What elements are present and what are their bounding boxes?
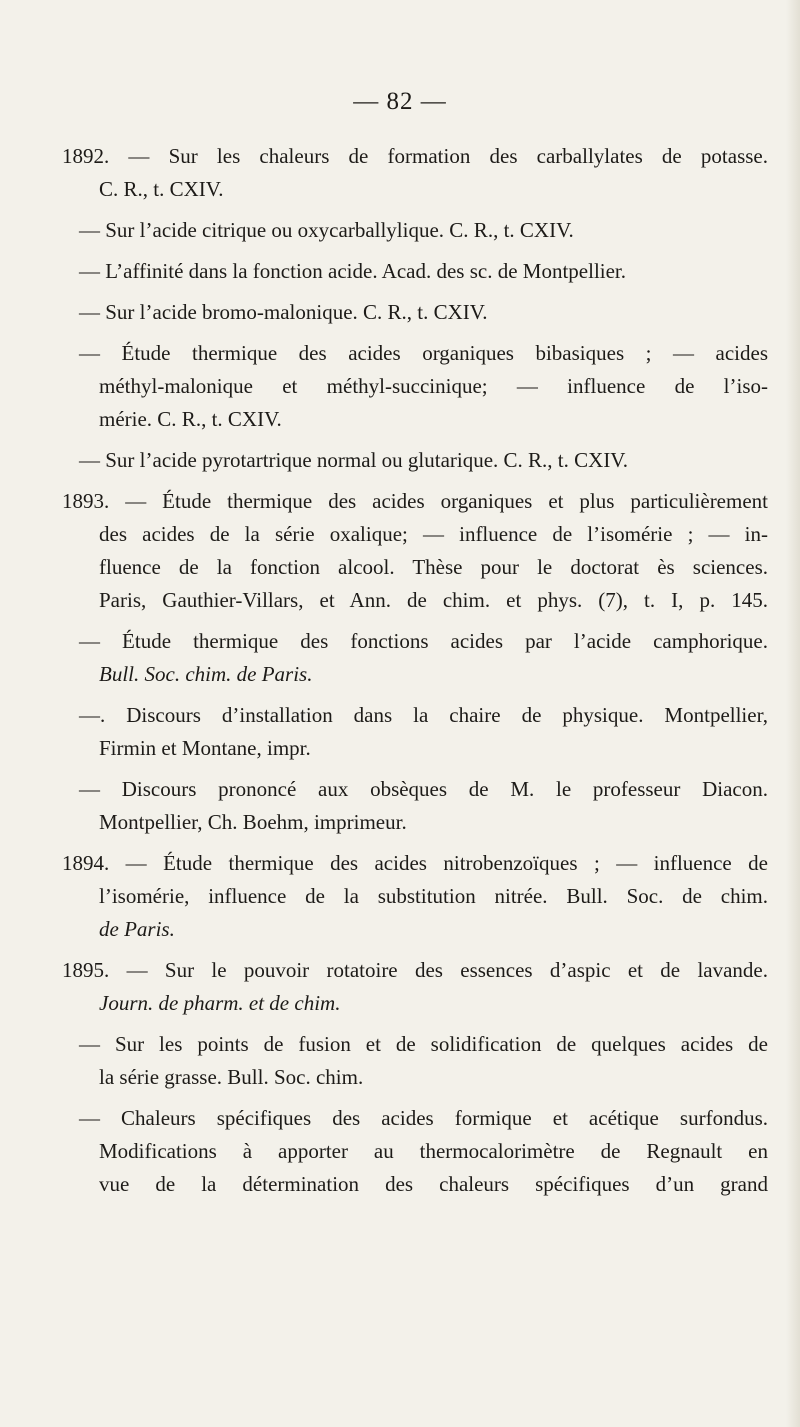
- text-line: la série grasse. Bull. Soc. chim.: [99, 1065, 364, 1089]
- page-edge-shadow: [786, 0, 800, 1427]
- text-line: C. R., t. CXIV.: [99, 177, 224, 201]
- list-item: [62, 847, 768, 946]
- text-line: — Sur l’acide pyrotartrique normal ou glutarique. C. R., t. CXIV.: [79, 448, 629, 472]
- text-line: Firmin et Montane, impr.: [99, 736, 311, 760]
- list-item: [62, 699, 768, 765]
- list-item: [62, 140, 768, 206]
- list-item: [62, 1102, 768, 1201]
- text-line: — Étude thermique des fonctions acides par l’acide camphorique.: [79, 629, 768, 653]
- text-line: — Chaleurs spécifiques des acides formique et acétique surfondus.: [79, 1106, 768, 1130]
- list-item: [62, 485, 768, 617]
- list-item: [62, 954, 768, 1020]
- text-line: l’isomérie, influence de la substitution nitrée. Bull. Soc. de chim.: [99, 884, 768, 908]
- text-line: —. Discours d’installation dans la chaire de physique. Montpellier,: [79, 703, 768, 727]
- text-line: Modifications à apporter au thermocalorimètre de Regnault en: [99, 1139, 768, 1163]
- text-line: — Sur l’acide bromo-malonique. C. R., t. CXIV.: [79, 300, 488, 324]
- text-line: de Paris.: [99, 917, 175, 941]
- list-item: [62, 214, 768, 247]
- text-line: des acides de la série oxalique; — influence de l’isomérie ; — in-: [99, 522, 768, 546]
- text-line: Montpellier, Ch. Boehm, imprimeur.: [99, 810, 407, 834]
- text-line: 1892. — Sur les chaleurs de formation des carballylates de potasse.: [62, 144, 768, 168]
- list-item: [62, 1028, 768, 1094]
- list-item: [62, 773, 768, 839]
- page-number: — 82 —: [353, 88, 447, 115]
- text-line: 1895. — Sur le pouvoir rotatoire des essences d’aspic et de lavande.: [62, 958, 768, 982]
- list-item: [62, 296, 768, 329]
- list-item: [62, 444, 768, 477]
- text-line: — Discours prononcé aux obsèques de M. le professeur Diacon.: [79, 777, 768, 801]
- text-line: fluence de la fonction alcool. Thèse pour le doctorat ès sciences.: [99, 555, 768, 579]
- text-line: 1894. — Étude thermique des acides nitrobenzoïques ; — influence de: [62, 851, 768, 875]
- text-line: méthyl-malonique et méthyl-succinique; — influence de l’iso-: [99, 374, 768, 398]
- text-line: — L’affinité dans la fonction acide. Acad. des sc. de Montpellier.: [79, 259, 627, 283]
- list-item: [62, 625, 768, 691]
- list-item: [62, 337, 768, 436]
- text-line: — Étude thermique des acides organiques bibasiques ; — acides: [79, 341, 768, 365]
- text-line: Paris, Gauthier-Villars, et Ann. de chim. et phys. (7), t. I, p. 145.: [99, 588, 768, 612]
- text-line: — Sur les points de fusion et de solidification de quelques acides de: [79, 1032, 768, 1056]
- text-line: 1893. — Étude thermique des acides organiques et plus particulièrement: [62, 489, 768, 513]
- text-line: — Sur l’acide citrique ou oxycarballylique. C. R., t. CXIV.: [79, 218, 574, 242]
- bibliography-list: [62, 140, 768, 1209]
- text-line: Journ. de pharm. et de chim.: [99, 991, 341, 1015]
- text-line: mérie. C. R., t. CXIV.: [99, 407, 282, 431]
- text-line: vue de la détermination des chaleurs spécifiques d’un grand: [99, 1172, 768, 1196]
- text-line: Bull. Soc. chim. de Paris.: [99, 662, 313, 686]
- list-item: [62, 255, 768, 288]
